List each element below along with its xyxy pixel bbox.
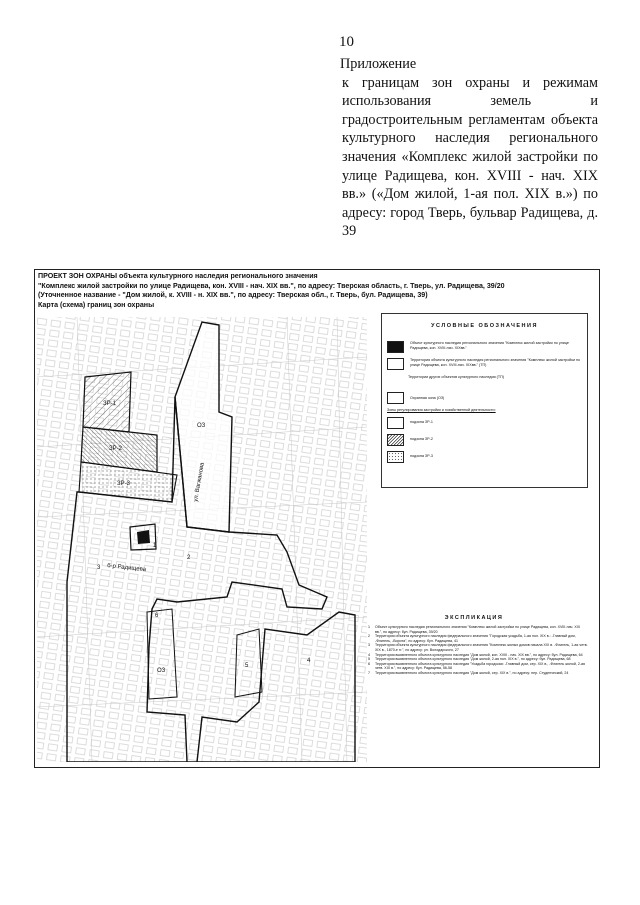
legend-item-zr1 (387, 417, 585, 429)
legend-title: УСЛОВНЫЕ ОБОЗНАЧЕНИЯ (431, 323, 538, 329)
explication-item (360, 671, 588, 676)
label-street-vertical: ул. Вагжанова (193, 462, 206, 503)
explication-text: Территория выявленного объекта культурного наследия "Усадьба городская: -Главный дом, сер. XIX в., -Флигель жилой, 2-ая четв. XIX в.", по адресу: бул. Радищева, 56-58 (375, 661, 585, 671)
explication-text: Территория объекта культурного наследия федерального значения "Городская усадьба, 1-ая пол. XIX в.: -Главный дом, -Флигель, -Ворота", по адресу: бул. Радищева, 41 (375, 634, 576, 643)
explication-item (360, 662, 588, 671)
appendix-heading: Приложение (340, 56, 417, 72)
label-zr1: ЗР-1 (103, 401, 116, 407)
explication-text: Территория объекта культурного наследия федерального значения "Комплекс жилых домов начала XIX в. -Флигель, 1-ая четв. XIX в., 1870-е гг.", по адресу: ул. Володарского, 27 (375, 643, 588, 652)
label-n2: 2 (187, 555, 191, 561)
legend-swatch-territory (387, 358, 404, 370)
label-zr3: ЗР-3 (117, 481, 130, 487)
zone-map (37, 317, 367, 762)
legend-text-oz: Охранная зона (ОЗ) (410, 396, 445, 400)
page-number: 10 (339, 34, 354, 50)
explication-block (360, 615, 588, 676)
plan-title-line-3: (Уточненное название - "Дом жилой, к. XVIII - н. XIX вв.", по адресу: Тверская обл., г. Тверь, бул. Радищева, 39) (38, 291, 428, 300)
explication-item (360, 625, 588, 634)
label-n3: 3 (97, 565, 101, 571)
label-oz-bottom: ОЗ (157, 668, 166, 674)
plan-title (38, 272, 558, 310)
legend-text-object: Объект культурного наследия регионального значения "Комплекс жилой застройки по улице Радищева, кон. XVIII-нач. XIXвв." (410, 341, 569, 350)
legend-text-zr2: подзона ЗР-2 (410, 437, 433, 441)
label-street-horizontal: б-р Радищева (106, 563, 147, 574)
label-n5: 5 (245, 663, 249, 669)
plan-title-line-2: "Комплекс жилой застройки по улице Радищева, кон. XVIII - нач. XIX вв.", по адресу: Тверская область, г. Тверь, ул. Радищева, 39/20 (38, 281, 505, 290)
label-zr2: ЗР-2 (109, 446, 122, 452)
explication-text: Территория выявленного объекта культурного наследия "Дом жилой, сер. XIX в.", по адресу: пер. Студенческий, 24 (375, 670, 569, 675)
explication-item (360, 634, 588, 643)
explication-num: 2 (368, 634, 370, 639)
label-n4: 4 (307, 658, 311, 664)
explication-item (360, 643, 588, 652)
legend-swatch-zr2 (387, 434, 404, 446)
explication-num: 7 (368, 670, 370, 675)
explication-text: Объект культурного наследия регионального значения "Комплекс жилой застройки по улице Радищева, кон. XVIII-нач. XIX вв.", по адресу: бул. Радищева, 39/20 (375, 625, 581, 634)
explication-title: ЭКСПЛИКАЦИЯ (444, 615, 504, 621)
legend-swatch-other (387, 375, 402, 385)
legend-item-other-territories (387, 375, 583, 385)
legend-item-object (387, 341, 585, 353)
appendix-block (342, 55, 598, 241)
legend-box (381, 313, 588, 488)
legend-item-zr2 (387, 434, 585, 446)
legend-text-zr3: подзона ЗР-3 (410, 454, 433, 458)
legend-swatch-zr1 (387, 417, 404, 429)
legend-text-other: Территории других объектов культурного наследия (ТП) (408, 375, 505, 379)
plan-title-line-4: Карта (схема) границ зон охраны (38, 300, 155, 309)
heritage-object (137, 530, 150, 544)
legend-swatch-zr3 (387, 451, 404, 463)
label-n6: 6 (155, 613, 159, 619)
explication-num: 4 (368, 652, 370, 657)
appendix-text: к границам зон охраны и режимам использования земель и градостроительным регламентам объекта культурного наследия регионального значения «Комплекс жилой застройки по улице Радищева, кон. XVIII - нач. XIX вв.» («Дом жилой, 1-ая пол. XIX в.») по адресу: город Тверь, бульвар Радищева, д. 39 (342, 74, 598, 240)
legend-item-oz (387, 392, 585, 404)
plan-title-line-1: ПРОЕКТ ЗОН ОХРАНЫ объекта культурного наследия регионального значения (38, 272, 318, 280)
legend-item-territory (387, 358, 585, 370)
legend-swatch-object (387, 341, 404, 353)
legend-swatch-oz (387, 392, 404, 404)
explication-num: 3 (368, 643, 370, 648)
explication-text: Территория выявленного объекта культурного наследия "Дом жилой, 2-ая пол. XIX в.", по адресу: бул. Радищева, 68 (375, 657, 571, 662)
explication-num: 5 (368, 657, 370, 662)
explication-num: 1 (368, 625, 370, 629)
label-n1: 1 (153, 543, 157, 549)
legend-item-zr3 (387, 451, 585, 463)
explication-num: 6 (368, 661, 370, 666)
legend-text-territory: Территория объекта культурного наследия регионального значения "Комплекс жилой застройки по улице Радищева, кон. XVIII-нач. XIXвв." (ТП) (410, 358, 581, 367)
legend-text-zr1: подзона ЗР-1 (410, 420, 433, 424)
explication-text: Территория выявленного объекта культурного наследия "Дом жилой, кон. XVIII - нач. XIX вв.", по адресу: бул. Радищева, 64 (375, 652, 583, 657)
legend-subheading: Зоны регулирования застройки и хозяйственной деятельности: (387, 408, 496, 412)
label-oz-top: ОЗ (197, 423, 206, 429)
